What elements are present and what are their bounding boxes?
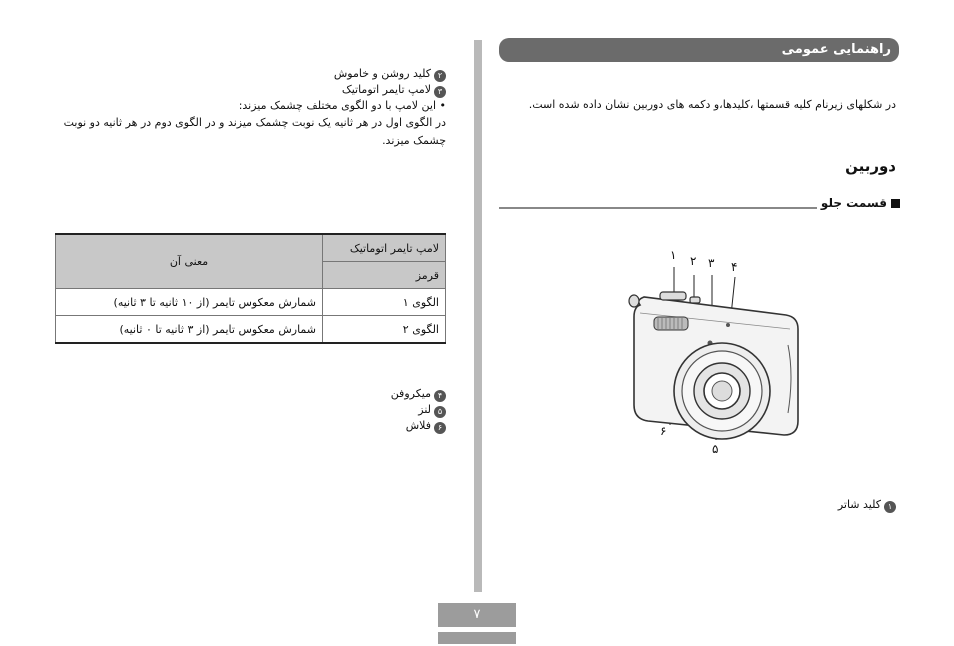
- number-badge: ۳: [434, 86, 446, 98]
- list-item: [300, 418, 446, 434]
- camera-heading: دوربین: [845, 157, 896, 175]
- page-number: ۷: [438, 603, 516, 627]
- list-item: [50, 66, 446, 82]
- table-cell-pattern: الگوی ۲: [323, 316, 446, 344]
- heading-rule: [499, 207, 817, 209]
- item-text: کلید روشن و خاموش: [333, 67, 431, 80]
- footer-strip: [438, 632, 516, 644]
- number-badge: ۱: [884, 501, 896, 513]
- table-cell-meaning: شمارش معکوس تایمر (از ۱۰ ثانیه تا ۳ ثانیه): [56, 289, 323, 316]
- table-header-lamp: لامپ تایمر اتوماتیک: [323, 234, 446, 262]
- label-4: ۴: [731, 260, 738, 274]
- item-text: لامپ تایمر اتوماتیک: [341, 83, 431, 96]
- label-6: ۶: [660, 424, 667, 438]
- number-badge: ۶: [434, 422, 446, 434]
- label-1: ۱: [670, 248, 677, 262]
- shutter-item: [700, 497, 896, 513]
- label-3: ۳: [708, 256, 715, 270]
- table-subheader-red: قرمز: [323, 262, 446, 289]
- item-text: لنز: [418, 403, 431, 416]
- item-text: میکروفن: [390, 387, 431, 400]
- table-cell-meaning: شمارش معکوس تایمر (از ۳ ثانیه تا ۰ ثانیه): [56, 316, 323, 344]
- list-item: [300, 402, 446, 418]
- section-header-title: راهنمایی عمومی: [781, 42, 891, 57]
- number-badge: ۲: [434, 70, 446, 82]
- number-badge: ۴: [434, 390, 446, 402]
- label-2: ۲: [690, 254, 697, 268]
- pattern-paragraph: در الگوی اول در هر ثانیه یک نوبت چشمک میزند و در الگوی دوم در هر ثانیه دو نوبت چشمک میزند.: [63, 116, 446, 147]
- camera-front-diagram: [580, 245, 820, 465]
- number-badge: ۵: [434, 406, 446, 418]
- table-cell-pattern: الگوی ۱: [323, 289, 446, 316]
- table-header-meaning: معنی آن: [56, 234, 323, 289]
- section-header: [499, 38, 899, 62]
- table-row: [56, 289, 446, 316]
- left-description: [50, 66, 446, 150]
- table-row: [56, 316, 446, 344]
- front-part-label: قسمت جلو: [820, 196, 887, 210]
- square-bullet-icon: [891, 199, 900, 208]
- center-divider: [474, 40, 482, 592]
- item-text: فلاش: [405, 419, 431, 432]
- list-item: [50, 82, 446, 98]
- intro-text: در شکلهای زیرنام کلیه قسمتها ،کلیدها،و دکمه های دوربین نشان داده شده است.: [528, 98, 896, 111]
- bullet-text: • این لامپ با دو الگوی مختلف چشمک میزند:: [238, 99, 446, 112]
- timer-lamp-table: [55, 233, 446, 344]
- shutter-label: کلید شاتر: [837, 498, 881, 511]
- list-item: [300, 386, 446, 402]
- lower-parts-list: [300, 386, 446, 434]
- label-5: ۵: [712, 442, 719, 456]
